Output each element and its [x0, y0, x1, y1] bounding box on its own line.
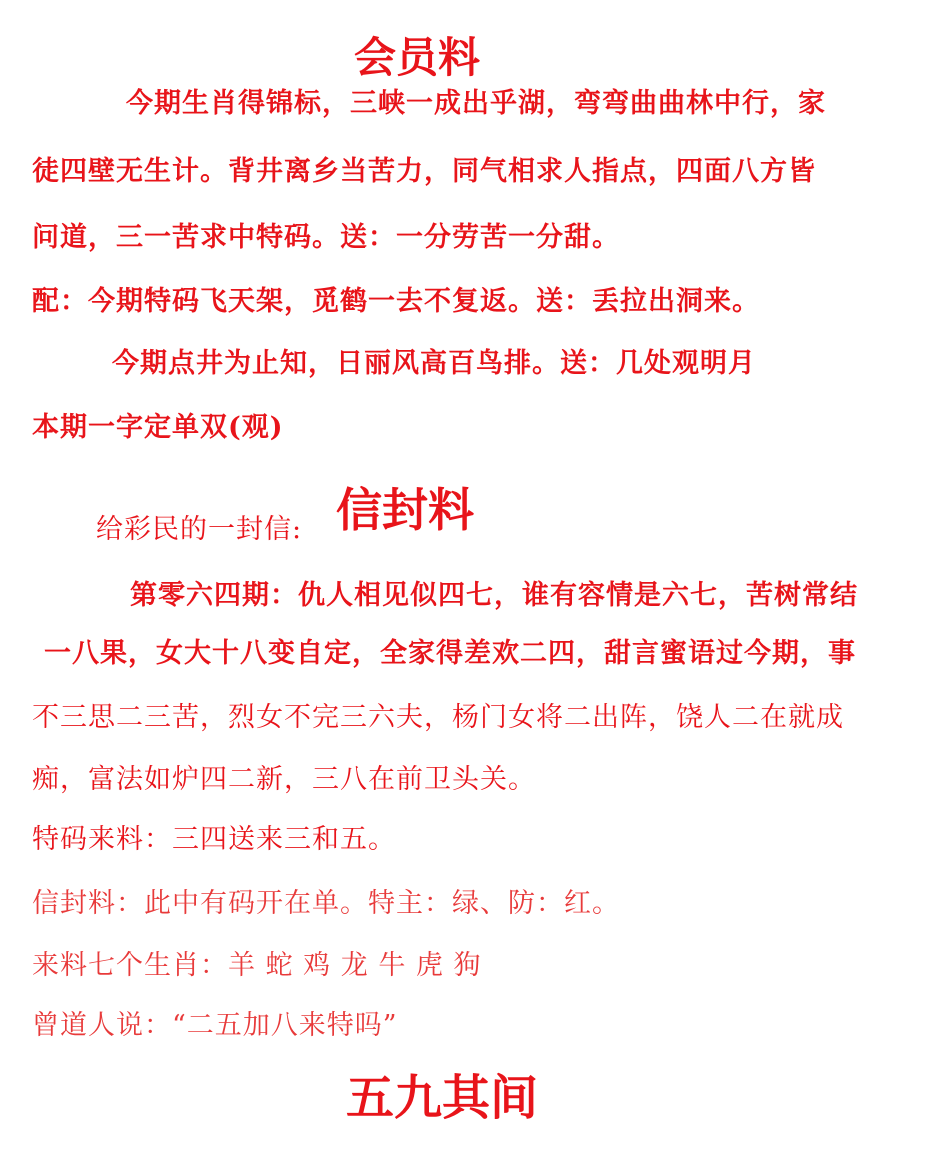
text-line: 曾道人说：“二五加八来特吗”	[32, 1010, 398, 1041]
text-line: 来料七个生肖：羊 蛇 鸡 龙 牛 虎 狗	[32, 950, 482, 981]
section-title-xinfeng: 信封料	[336, 483, 474, 537]
section-title-huiyuan: 会员料	[354, 33, 481, 82]
section-title-wujiu: 五九其间	[346, 1070, 539, 1126]
text-line: 今期生肖得锦标，三峡一成出乎湖，弯弯曲曲林中行，家	[126, 88, 826, 119]
text-line: 一八果，女大十八变自定，全家得差欢二四，甜言蜜语过今期，事	[44, 638, 856, 669]
text-line: 特码来料：三四送来三和五。	[32, 824, 396, 855]
text-line: 第零六四期：仇人相见似四七，谁有容情是六七，苦树常结	[130, 580, 858, 611]
text-line: 本期一字定单双(观)	[32, 412, 284, 443]
text-line: 信封料：此中有码开在单。特主：绿、防：红。	[32, 888, 620, 919]
text-line: 痴，富法如炉四二新，三八在前卫头关。	[32, 764, 536, 795]
text-line: 不三思二三苦，烈女不完三六夫，杨门女将二出阵，饶人二在就成	[32, 702, 844, 733]
letter-prefix: 给彩民的一封信:	[96, 514, 303, 545]
text-line: 问道，三一苦求中特码。送：一分劳苦一分甜。	[32, 222, 620, 253]
text-line: 今期点井为止知，日丽风高百鸟排。送：几处观明月	[112, 348, 756, 379]
text-line: 配：今期特码飞天架，觅鹤一去不复返。送：丢拉出洞来。	[32, 286, 760, 317]
text-line: 徒四壁无生计。背井离乡当苦力，同气相求人指点，四面八方皆	[32, 156, 816, 187]
